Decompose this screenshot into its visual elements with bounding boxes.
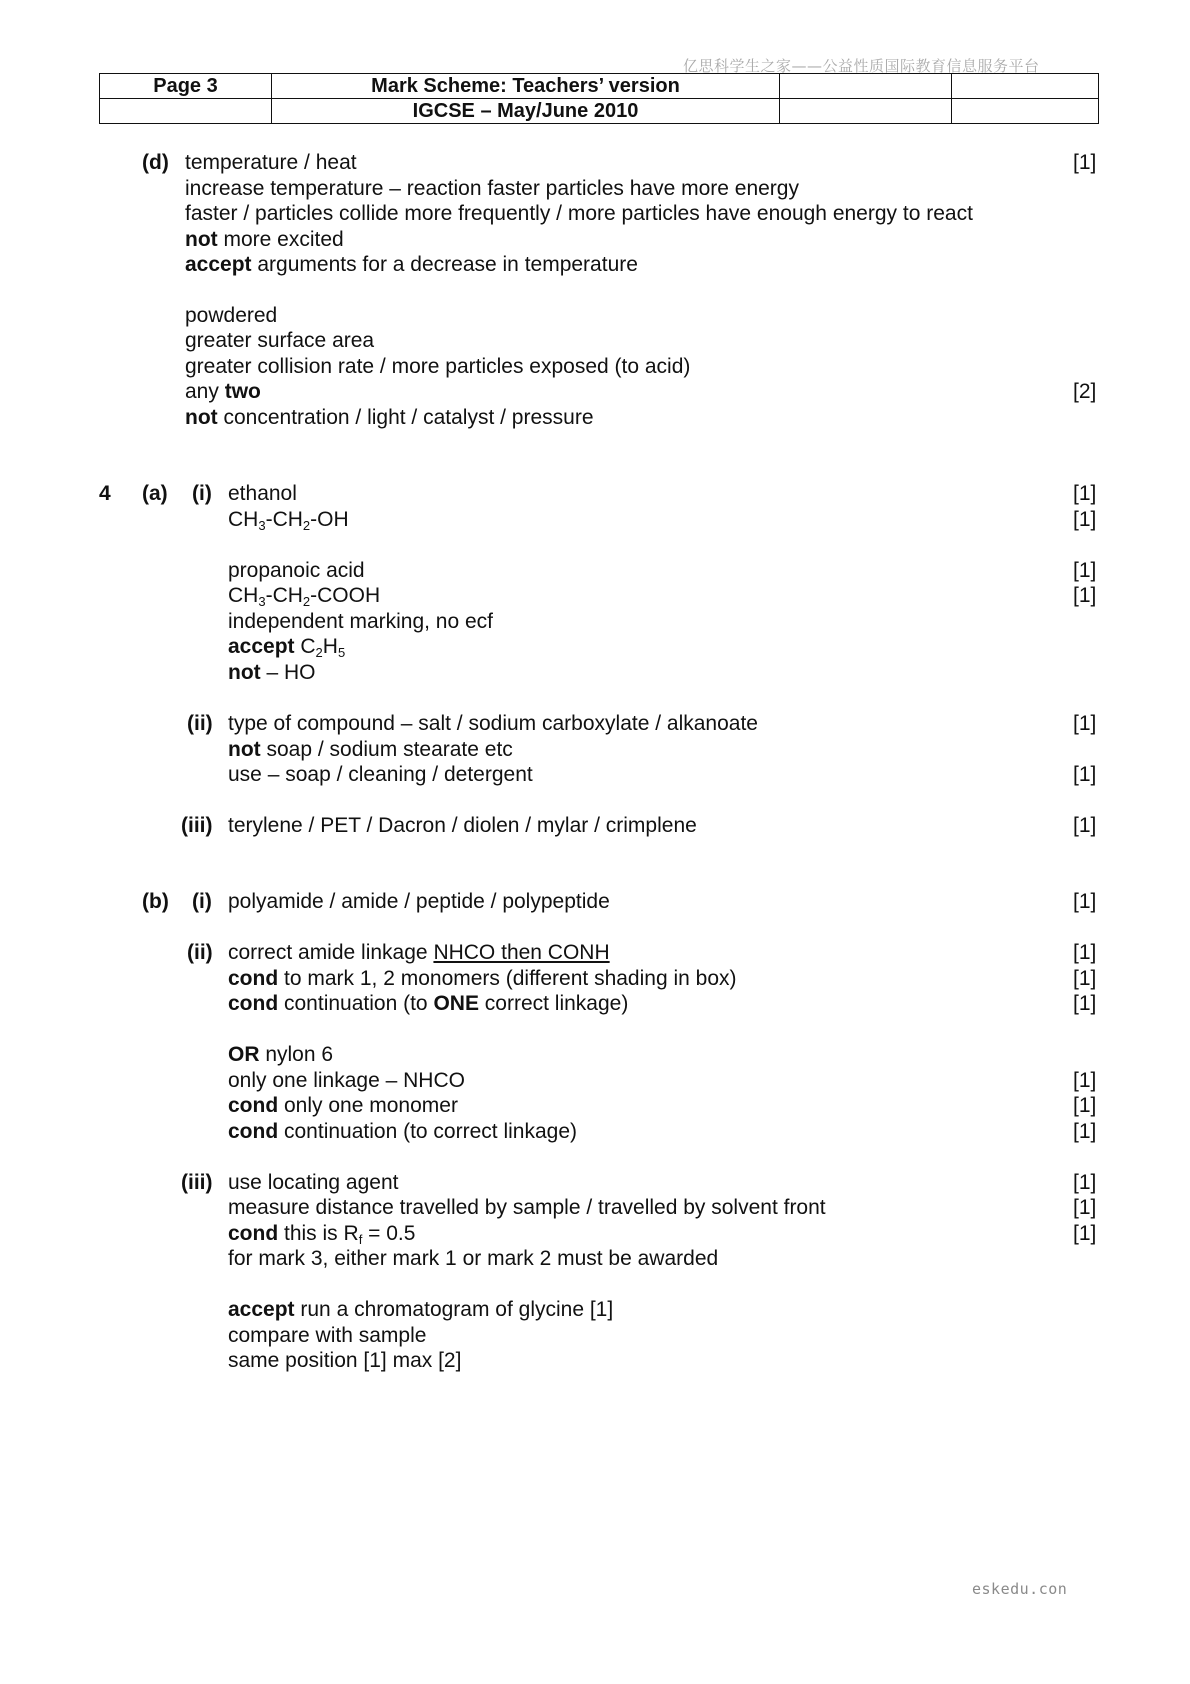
mark-value: [1] [1073, 559, 1097, 582]
question-number: 4 [99, 482, 111, 505]
part-a-label: (a) [142, 482, 168, 505]
answer-line: ethanol [228, 482, 297, 505]
header-exam: IGCSE – May/June 2010 [272, 99, 780, 124]
header-empty-cell [100, 99, 272, 124]
answer-line: not concentration / light / catalyst / pressure [185, 406, 594, 429]
formula-line: accept $C_2H_5$ [228, 635, 346, 660]
header-empty-cell [952, 74, 1099, 99]
answer-line: measure distance travelled by sample / travelled by solvent front [228, 1196, 826, 1219]
answer-line: same position [1] max [2] [228, 1349, 462, 1372]
keyword: not [185, 228, 218, 251]
mark-value: [1] [1073, 1222, 1097, 1245]
answer-line: correct amide linkage NHCO then CONH [228, 941, 610, 964]
subpart-ii-label: (ii) [187, 712, 213, 735]
mark-value: [1] [1073, 992, 1097, 1015]
subpart-iii-label: (iii) [181, 1171, 213, 1194]
keyword: cond [228, 1120, 279, 1143]
mark-value: [1] [1073, 814, 1097, 837]
answer-line: faster / particles collide more frequently / more particles have enough energy to react [185, 202, 973, 225]
keyword: ONE [433, 992, 479, 1015]
answer-line: cond only one monomer [228, 1094, 458, 1117]
keyword: accept [228, 1298, 295, 1321]
formula-line: $CH_3-CH_2-OH$ [228, 508, 349, 533]
underlined-text: NHCO then CONH [433, 941, 610, 964]
mark-value: [1] [1073, 1069, 1097, 1092]
header-page: Page 3 [100, 74, 272, 99]
mark-value: [1] [1073, 890, 1097, 913]
keyword: two [224, 380, 261, 403]
subpart-iii-label: (iii) [181, 814, 213, 837]
answer-line: increase temperature – reaction faster particles have more energy [185, 177, 799, 200]
header-empty-cell [952, 99, 1099, 124]
part-b-label: (b) [142, 890, 169, 913]
answer-line: type of compound – salt / sodium carboxylate / alkanoate [228, 712, 758, 735]
header-empty-cell [780, 74, 952, 99]
answer-line: for mark 3, either mark 1 or mark 2 must be awarded [228, 1247, 719, 1270]
formula-line: $CH_3-CH_2$-COOH [228, 584, 381, 609]
answer-line: only one linkage – NHCO [228, 1069, 465, 1092]
keyword: accept [228, 635, 295, 658]
answer-line: propanoic acid [228, 559, 365, 582]
mark-value: [1] [1073, 1196, 1097, 1219]
mark-value: [1] [1073, 482, 1097, 505]
keyword: not [185, 406, 218, 429]
answer-line: greater collision rate / more particles exposed (to acid) [185, 355, 691, 378]
keyword: cond [228, 1222, 279, 1245]
keyword: cond [228, 992, 279, 1015]
mark-value: [1] [1073, 1094, 1097, 1117]
answer-line: independent marking, no ecf [228, 610, 494, 633]
header-table [99, 73, 1099, 124]
keyword: not [228, 661, 261, 684]
answer-line: terylene / PET / Dacron / diolen / mylar / crimplene [228, 814, 697, 837]
mark-value: [1] [1073, 584, 1097, 607]
keyword: not [228, 738, 261, 761]
mark-value: [1] [1073, 967, 1097, 990]
mark-value: [1] [1073, 763, 1097, 786]
answer-line: not soap / sodium stearate etc [228, 738, 513, 761]
answer-line: use – soap / cleaning / detergent [228, 763, 533, 786]
keyword: accept [185, 253, 252, 276]
watermark-text: 亿思科学生之家——公益性质国际教育信息服务平台 [683, 57, 1040, 75]
answer-line: use locating agent [228, 1171, 399, 1194]
header-empty-cell [780, 99, 952, 124]
answer-line: temperature / heat [185, 151, 357, 174]
answer-line: accept arguments for a decrease in temperature [185, 253, 638, 276]
mark-value: [1] [1073, 1120, 1097, 1143]
answer-line: cond this is $R_f = 0.5$ [228, 1222, 416, 1247]
answer-line: powdered [185, 304, 278, 327]
answer-line: greater surface area [185, 329, 375, 352]
header-title: Mark Scheme: Teachers’ version [272, 74, 780, 99]
answer-line: not more excited [185, 228, 344, 251]
answer-line: any two [185, 380, 261, 403]
footer-watermark: eskedu.con [972, 1580, 1068, 1598]
subpart-ii-label: (ii) [187, 941, 213, 964]
answer-line: polyamide / amide / peptide / polypeptide [228, 890, 610, 913]
answer-line: OR nylon 6 [228, 1043, 334, 1066]
subpart-i-label: (i) [192, 482, 212, 505]
mark-value: [1] [1073, 151, 1097, 174]
mark-value: [2] [1073, 380, 1097, 403]
keyword: OR [228, 1043, 260, 1066]
answer-line: not – HO [228, 661, 316, 684]
mark-value: [1] [1073, 508, 1097, 531]
answer-line: cond continuation (to ONE correct linkage) [228, 992, 629, 1015]
answer-line: compare with sample [228, 1324, 427, 1347]
answer-line: cond continuation (to correct linkage) [228, 1120, 577, 1143]
mark-value: [1] [1073, 941, 1097, 964]
subpart-i-label: (i) [192, 890, 212, 913]
keyword: cond [228, 967, 279, 990]
answer-line: cond to mark 1, 2 monomers (different shading in box) [228, 967, 737, 990]
mark-value: [1] [1073, 712, 1097, 735]
keyword: cond [228, 1094, 279, 1117]
mark-value: [1] [1073, 1171, 1097, 1194]
answer-line: accept run a chromatogram of glycine [1] [228, 1298, 614, 1321]
part-d-label: (d) [142, 151, 169, 174]
